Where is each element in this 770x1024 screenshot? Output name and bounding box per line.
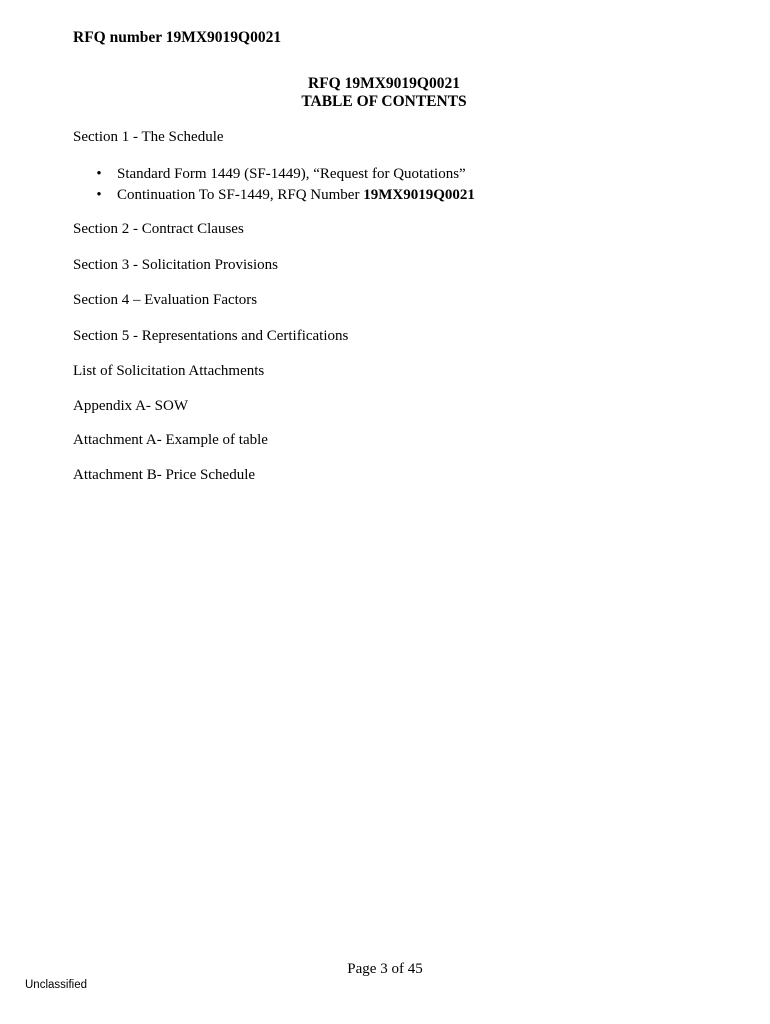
page-number-text: Page 3 of 45: [347, 961, 423, 977]
classification-label: Unclassified: [25, 979, 87, 991]
toc-section-2: Section 2 - Contract Clauses: [73, 221, 244, 237]
page-number: [0, 960, 770, 978]
list-item-text: Standard Form 1449 (SF-1449), “Request for Quotations”: [117, 166, 466, 182]
rfq-header: RFQ number 19MX9019Q0021: [73, 29, 282, 46]
toc-appendix-a: Appendix A- SOW: [73, 398, 188, 414]
toc-attachment-b: Attachment B- Price Schedule: [73, 467, 256, 483]
list-item: [93, 185, 475, 206]
document-title: [0, 75, 770, 111]
title-rfq-line: RFQ 19MX9019Q0021: [308, 75, 460, 92]
toc-attachment-a: Attachment A- Example of table: [73, 432, 268, 448]
list-item: [93, 164, 475, 185]
list-item-text: Continuation To SF-1449, RFQ Number: [117, 187, 364, 203]
toc-attachments-list: List of Solicitation Attachments: [73, 363, 265, 379]
toc-section-5: Section 5 - Representations and Certifications: [73, 328, 349, 344]
toc-section-1: Section 1 - The Schedule: [73, 129, 224, 145]
section-1-item-list: [93, 164, 475, 206]
list-item-bold-text: 19MX9019Q0021: [363, 187, 475, 203]
bullet-icon: •: [96, 187, 102, 203]
bullet-icon: •: [96, 166, 102, 182]
toc-section-4: Section 4 – Evaluation Factors: [73, 292, 258, 308]
toc-section-3: Section 3 - Solicitation Provisions: [73, 257, 278, 273]
title-toc-line: TABLE OF CONTENTS: [301, 93, 467, 110]
